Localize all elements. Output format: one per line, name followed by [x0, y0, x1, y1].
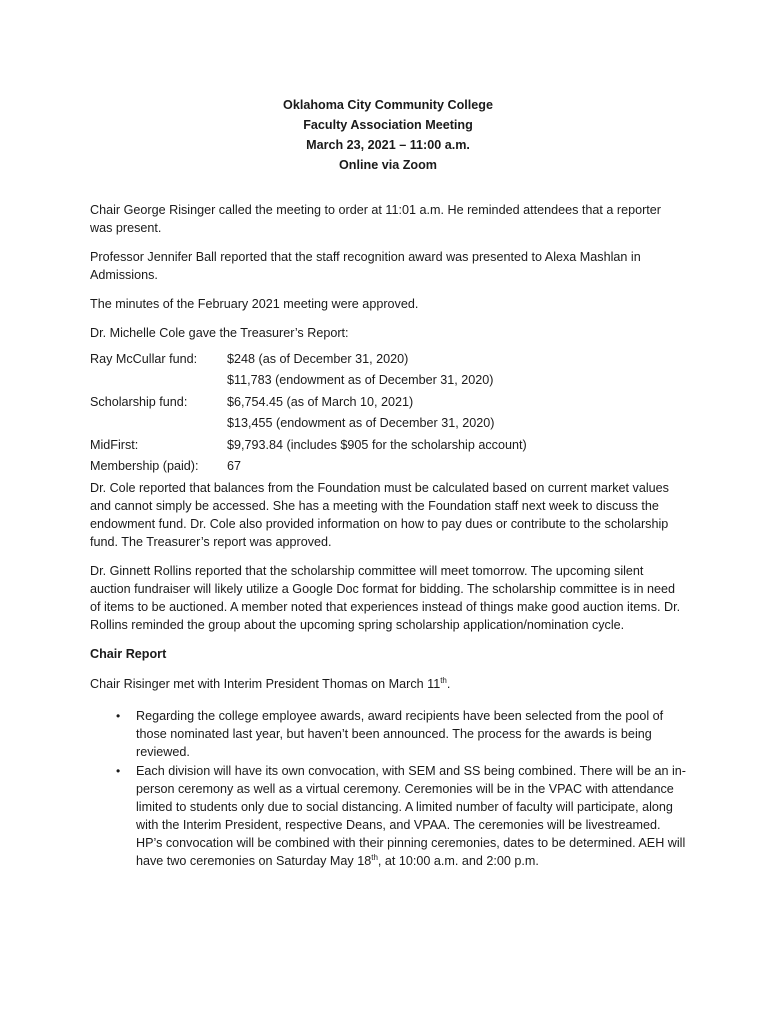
chair-report-intro-end: . [446, 677, 451, 691]
treasury-label: Ray McCullar fund: [90, 351, 198, 366]
treasury-row [90, 456, 686, 478]
treasury-label: Scholarship fund: [90, 394, 188, 409]
treasury-table [90, 348, 686, 477]
treasurer-intro-paragraph: Dr. Michelle Cole gave the Treasurer’s Report: [90, 326, 349, 340]
call-to-order-paragraph: Chair George Risinger called the meeting to order at 11:01 a.m. He reminded attendees that a reporter was present. [90, 203, 661, 235]
bullet-icon: • [116, 764, 121, 778]
ordinal-suffix: th [371, 852, 378, 862]
college-name: Oklahoma City Community College [283, 98, 493, 112]
chair-report-intro [90, 675, 686, 693]
chair-report-intro-text: Chair Risinger met with Interim President Thomas on March 11 [90, 677, 441, 691]
treasury-row [90, 348, 686, 370]
bullet-icon: • [116, 709, 121, 723]
treasury-label: MidFirst: [90, 437, 139, 452]
treasury-row [90, 413, 686, 435]
list-item-text: Each division will have its own convocation, with SEM and SS being combined. There will be an in-person ceremony as well as a virtual ceremony. Ceremonies will be in the VPAC with attendance limited to students only due to social distancing. A limited number of faculty will participate, along with the Interim President, respective Deans, and VPAA. The ceremonies will be livestreamed. HP’s convocation will be combined with their pinning ceremonies, dates to be determined. AEH will have two ceremonies on Saturday May 18 [136, 764, 686, 868]
list-item-text: Regarding the college employee awards, award recipients have been selected from the pool of those nominated last year, but haven’t been announced. The process for the awards is being reviewed. [136, 709, 664, 759]
treasury-value: $6,754.45 (as of March 10, 2021) [227, 394, 414, 409]
chair-report-heading: Chair Report [90, 647, 167, 661]
staff-award-paragraph: Professor Jennifer Ball reported that the staff recognition award was presented to Alexa Mashlan in Admissions. [90, 250, 641, 282]
treasury-label: Membership (paid): [90, 459, 199, 474]
meeting-title: Faculty Association Meeting [303, 118, 473, 132]
scholarship-committee-paragraph: Dr. Ginnett Rollins reported that the scholarship committee will meet tomorrow. The upcoming silent auction fundraiser will likely utilize a Google Doc format for bidding. The scholarship committee is in need of items to be auctioned. A member noted that experiences instead of things make good auction items. Dr. Rollins reminded the group about the upcoming spring scholarship application/nomination cycle. [90, 564, 681, 632]
list-item [116, 707, 686, 761]
meeting-date: March 23, 2021 – 11:00 a.m. [306, 138, 470, 152]
treasury-row [90, 391, 686, 413]
ordinal-suffix: th [440, 675, 447, 685]
meeting-location: Online via Zoom [339, 158, 437, 172]
treasury-value: $9,793.84 (includes $905 for the scholarship account) [227, 437, 527, 452]
treasury-value: 67 [227, 459, 242, 474]
foundation-balances-paragraph: Dr. Cole reported that balances from the Foundation must be calculated based on current market values and cannot simply be accessed. She has a meeting with the Foundation staff next week to discuss the endowment fund. Dr. Cole also provided information on how to pay dues or contribute to the scholarship fund. The Treasurer’s report was approved. [90, 481, 669, 549]
treasury-value: $13,455 (endowment as of December 31, 2020) [227, 416, 495, 431]
list-item [116, 762, 686, 870]
treasury-row [90, 370, 686, 392]
treasury-row [90, 434, 686, 456]
chair-report-list [90, 707, 686, 870]
minutes-paragraph: The minutes of the February 2021 meeting were approved. [90, 297, 419, 311]
treasury-value: $248 (as of December 31, 2020) [227, 351, 409, 366]
document-header [90, 95, 686, 175]
list-item-text-end: , at 10:00 a.m. and 2:00 p.m. [377, 854, 539, 868]
treasury-value: $11,783 (endowment as of December 31, 2020) [227, 373, 494, 388]
